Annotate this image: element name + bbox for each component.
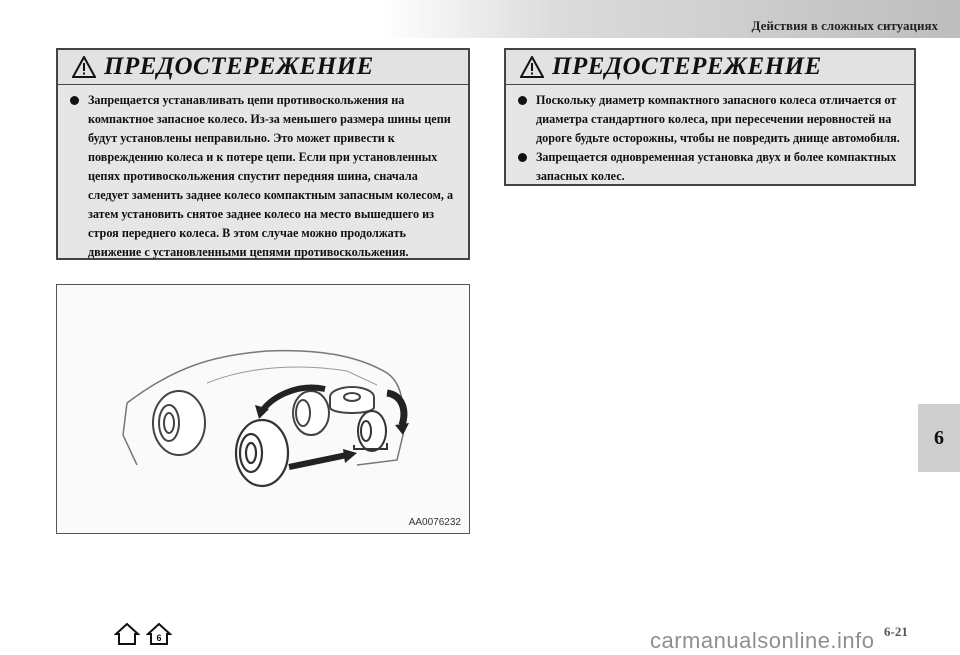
- chapter-tab[interactable]: [918, 404, 960, 472]
- right-warning-box: [504, 48, 916, 186]
- left-warning-header: [58, 50, 468, 85]
- section-title: Действия в сложных ситуациях: [751, 18, 938, 33]
- chapter-number: 6: [934, 426, 944, 449]
- warning-triangle-icon: [520, 56, 544, 78]
- left-warning-title: ПРЕДОСТЕРЕЖЕНИЕ: [104, 53, 374, 80]
- watermark: carmanualsonline.info: [650, 628, 875, 653]
- right-warning-item: Запрещается одновременная установка двух и более компактных запасных колес.: [536, 148, 906, 186]
- right-warning-item: Поскольку диаметр компактного запасного колеса отличается от диаметра стандартного колеса, при пересечении неровностей на дороге будьте осторожны, чтобы не повредить днище автомобиля.: [536, 91, 906, 148]
- wheel-rotation-figure: [56, 284, 470, 534]
- chapter-home-number: 6: [156, 633, 162, 643]
- car-wheel-swap-illustration: [57, 285, 468, 532]
- home-icon[interactable]: [114, 622, 140, 646]
- left-warning-item: Запрещается устанавливать цепи противоскольжения на компактное запасное колесо. Из-за меньшего размера шины цепи будут установлены неправильно. Это может привести к повреждению колеса и к потере цепи. Если при установленных цепях противоскольжения спустит передняя шина, сначала следует заменить заднее колесо компактным запасным колесом, а затем установить снятое заднее колесо на место вышедшего из строя переднего колеса. В этом случае можно продолжать движение с установленными цепями противоскольжения.: [88, 91, 458, 262]
- page-number: 6-21: [884, 624, 908, 639]
- right-warning-title: ПРЕДОСТЕРЕЖЕНИЕ: [552, 53, 822, 80]
- figure-code: AA0076232: [408, 517, 461, 528]
- chapter-home-icon[interactable]: [146, 622, 172, 646]
- left-warning-box: [56, 48, 470, 260]
- footer-nav: [114, 622, 172, 646]
- warning-triangle-icon: [72, 56, 96, 78]
- right-warning-header: [506, 50, 914, 85]
